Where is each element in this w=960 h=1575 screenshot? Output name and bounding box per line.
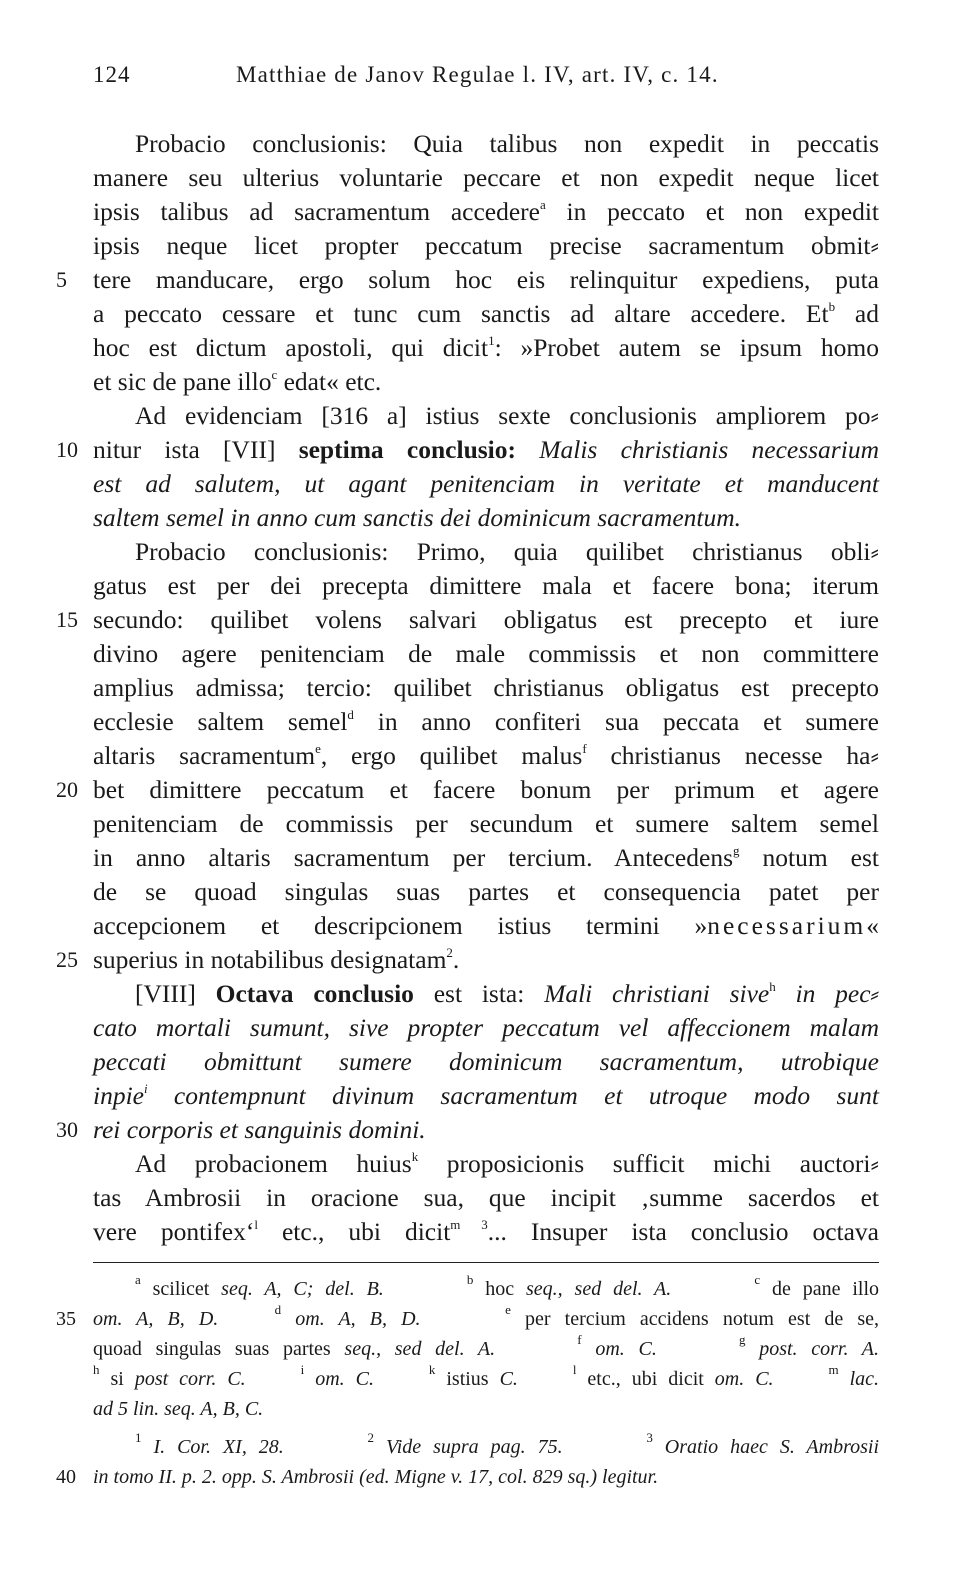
- text-line: inpie$^i$ contempnunt divinum sacramentum et utroque modo sunt: [93, 1081, 879, 1110]
- text-line: [VIII] Octava conclusio est ista: Mali christiani sive$^h$ in pec⸗: [135, 979, 880, 1008]
- text-line: superius in notabilibus designatam$^2$.: [93, 945, 460, 974]
- running-head: Matthiae de Janov Regulae l. IV, art. IV, c. 14.: [236, 62, 719, 87]
- apparatus-mark: g: [733, 843, 740, 858]
- line-number: 15: [56, 607, 78, 632]
- running-header: [93, 62, 876, 94]
- text-line: amplius admissa; tercio: quilibet christianus obligatus est precepto: [93, 673, 879, 702]
- conclusion-heading: Octava conclusio: [215, 979, 414, 1008]
- text-line: tas Ambrosii in oracione sua, que incipit ‚summe sacerdos et: [93, 1183, 879, 1212]
- line-number: 30: [56, 1117, 78, 1142]
- text-line: bet dimittere peccatum et facere bonum per primum et agere: [93, 775, 879, 804]
- text-line: est ad salutem, ut agant penitenciam in veritate et manducent: [93, 469, 879, 498]
- text-line: altaris sacramentum$^e$, ergo quilibet malus$^f$ christianus necesse ha⸗: [93, 741, 879, 770]
- note-mark: 2: [446, 945, 453, 960]
- text-line: secundo: quilibet volens salvari obligatus est precepto et iure: [93, 605, 879, 634]
- text-line: ipsis talibus ad sacramentum accedere$^a$ in peccato et non expedit: [93, 197, 879, 226]
- text-line: a peccato cessare et tunc cum sanctis ad altare accedere. Et$^b$ ad: [93, 299, 879, 328]
- text-line: in anno altaris sacramentum per tercium. Antecedens$^g$ notum est: [93, 843, 879, 872]
- conclusion-heading: septima conclusio:: [298, 435, 517, 464]
- footnote-rule: [93, 1262, 879, 1263]
- apparatus-line: ad 5 lin. seq. A, B, C.: [93, 1398, 264, 1420]
- apparatus-mark: f: [582, 741, 587, 756]
- apparatus-mark: l: [254, 1217, 258, 1232]
- apparatus-mark: c: [271, 367, 278, 382]
- line-number: 5: [56, 267, 67, 292]
- apparatus-line: om. A, B, D. $^d$ om. A, B, D. $^e$ per tercium accidens notum est de se,: [93, 1302, 879, 1330]
- text-line: tere manducare, ergo solum hoc eis relinquitur expediens, puta: [93, 265, 879, 294]
- line-number: 20: [56, 777, 78, 802]
- note-mark: m 3: [450, 1217, 488, 1232]
- text-line: saltem semel in anno cum sanctis dei dominicum sacramentum.: [93, 503, 742, 532]
- line-number: 35: [56, 1308, 76, 1330]
- apparatus-mark: h: [769, 979, 776, 994]
- text-line: hoc est dictum apostoli, qui dicit$^1$: »Probet autem se ipsum homo: [93, 333, 880, 362]
- page-number: 124: [93, 62, 131, 87]
- text-line: divino agere penitenciam de male commissis et non committere: [93, 639, 879, 668]
- text-line: ipsis neque licet propter peccatum precise sacramentum obmit⸗: [93, 231, 879, 260]
- text-line: Ad probacionem huius$^k$ proposicionis sufficit michi auctori⸗: [135, 1149, 879, 1178]
- apparatus-mark: d: [347, 707, 354, 722]
- text-line: accepcionem et descripcionem istius termini »necessarium«: [93, 911, 879, 940]
- apparatus-mark: k: [411, 1149, 419, 1164]
- line-number: 40: [56, 1466, 76, 1488]
- apparatus-mark: i: [144, 1081, 148, 1096]
- text-line: Ad evidenciam [316 a] istius sexte conclusionis ampliorem po⸗: [135, 401, 879, 430]
- note-line: $^1$ I. Cor. XI, 28. $^2$ Vide supra pag. 75. $^3$ Oratio haec S. Ambrosii: [135, 1430, 880, 1458]
- text-line: Probacio conclusionis: Quia talibus non expedit in peccatis: [135, 129, 879, 158]
- note-mark: 1: [488, 333, 495, 348]
- note-line: in tomo II. p. 2. opp. S. Ambrosii (ed. Migne v. 17, col. 829 sq.) legitur.: [93, 1466, 659, 1488]
- apparatus-line: quoad singulas suas partes seq., sed del. A. $^f$ om. C. $^g$ post. corr. A.: [93, 1332, 880, 1360]
- apparatus-line: $^h$ si post corr. C. $^i$ om. C. $^k$ istius C. $^l$ etc., ubi dicit om. C. $^m$ lac.: [93, 1362, 880, 1390]
- text-line: nitur ista [VII] septima conclusio: Malis christianis necessarium: [93, 435, 879, 464]
- text-line: penitenciam de commissis per secundum et sumere saltem semel: [93, 809, 879, 838]
- text-line: rei corporis et sanguinis domini.: [93, 1115, 426, 1144]
- text-line: Probacio conclusionis: Primo, quia quilibet christianus obli⸗: [135, 537, 879, 566]
- line-number: 25: [56, 947, 78, 972]
- apparatus-mark: b: [828, 299, 836, 314]
- apparatus-mark: a: [539, 197, 546, 212]
- line-number: 10: [56, 437, 78, 462]
- text-line: et sic de pane illo$^c$ edat« etc.: [93, 367, 382, 396]
- text-line: vere pontifex‘$^l$ etc., ubi dicit$^{m 3}$... Insuper ista conclusio octava: [93, 1217, 879, 1246]
- text-line: ecclesie saltem semel$^d$ in anno confiteri sua peccata et sumere: [93, 707, 879, 736]
- apparatus-mark: e: [315, 741, 321, 756]
- apparatus-line: $^a$ scilicet seq. A, C; del. B. $^b$ hoc seq., sed del. A. $^c$ de pane illo: [135, 1272, 879, 1300]
- text-line: cato mortali sumunt, sive propter peccatum vel affeccionem malam: [93, 1013, 879, 1042]
- text-line: gatus est per dei precepta dimittere mala et facere bona; iterum: [93, 571, 879, 600]
- text-line: manere seu ulterius voluntarie peccare et non expedit neque licet: [93, 163, 879, 192]
- text-line: de se quoad singulas suas partes et consequencia patet per: [93, 877, 879, 906]
- text-line: peccati obmittunt sumere dominicum sacramentum, utrobique: [93, 1047, 879, 1076]
